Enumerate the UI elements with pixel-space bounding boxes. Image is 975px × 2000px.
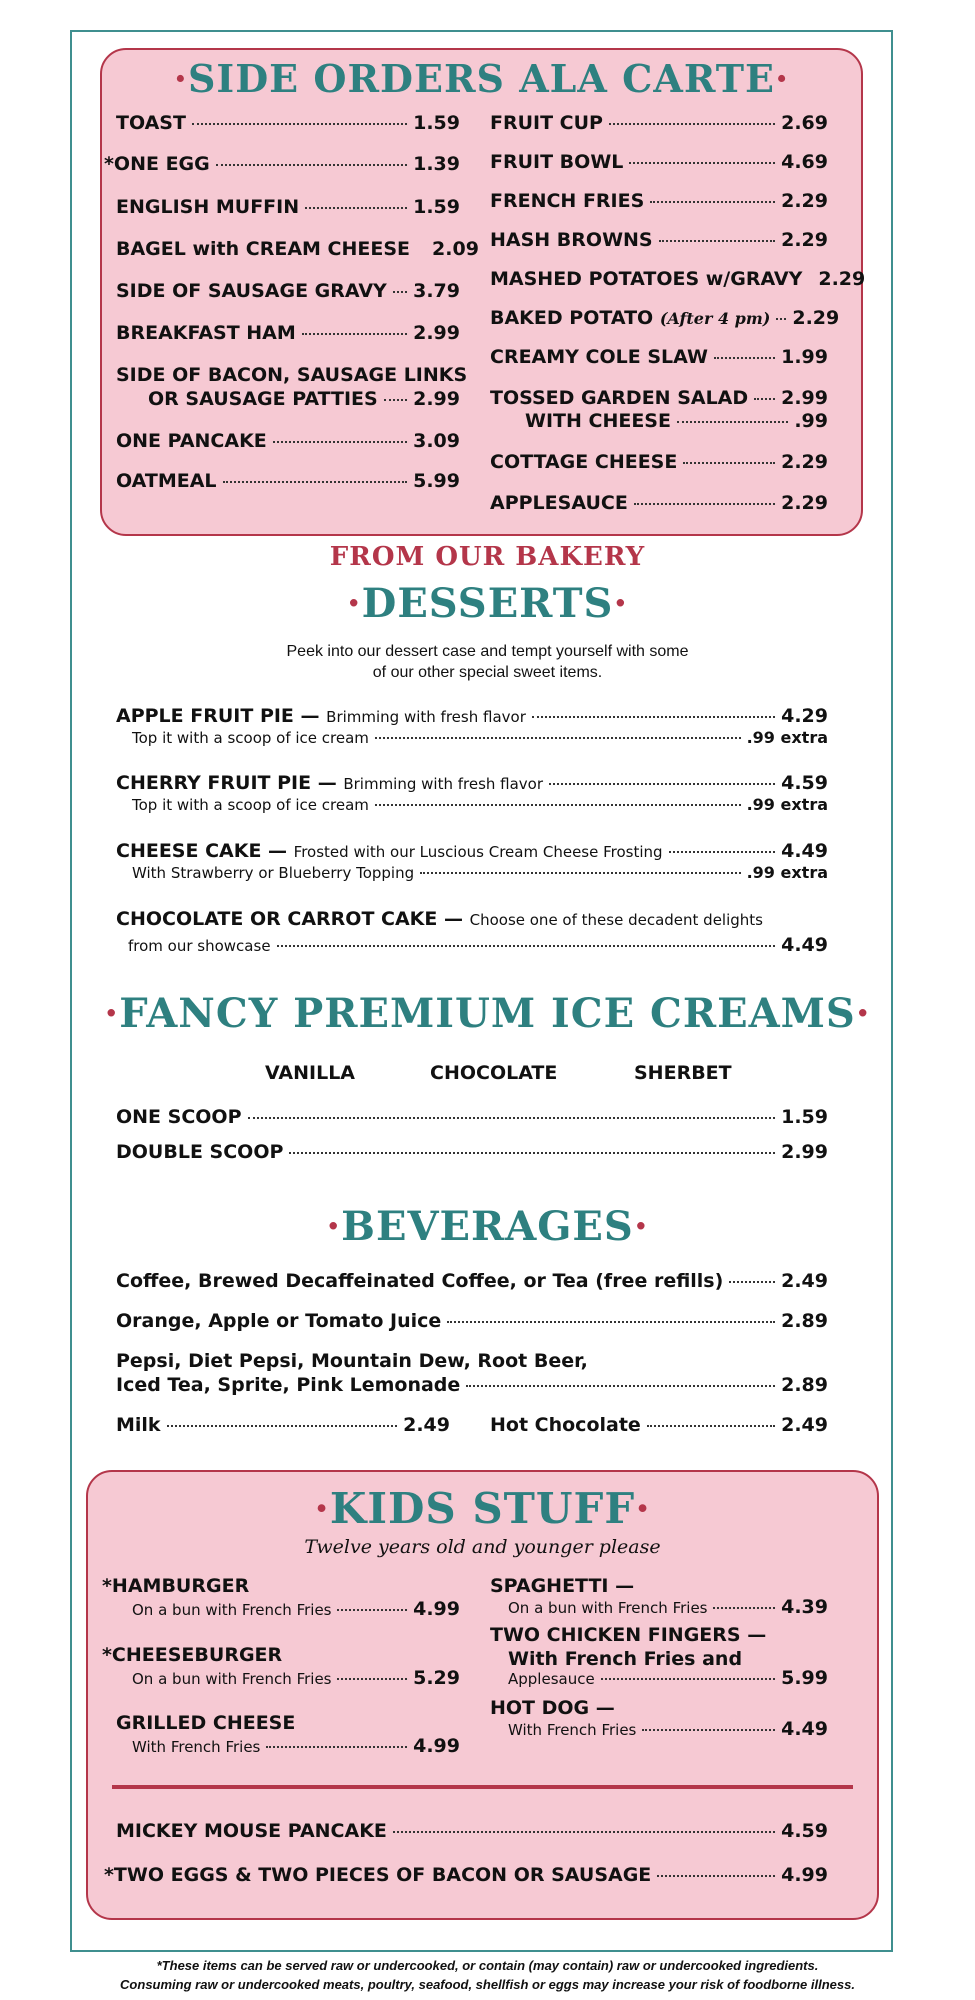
- dessert-cheese-cake: CHEESE CAKE — Frosted with our Luscious Cream Cheese Frosting 4.49: [116, 840, 828, 862]
- kids-grilled-cheese-desc: With French Fries 4.99: [132, 1735, 460, 1757]
- beverage-soda: Iced Tea, Sprite, Pink Lemonade 2.89: [116, 1374, 828, 1396]
- footnote-line-2: Consuming raw or undercooked meats, poultry, seafood, shellfish or eggs may increase your risk of foodborne illness.: [120, 1977, 855, 1992]
- beverage-milk: Milk 2.49: [116, 1414, 450, 1436]
- kids-hamburger-desc: On a bun with French Fries 4.99: [132, 1598, 460, 1620]
- flavor-chocolate: CHOCOLATE: [430, 1062, 558, 1084]
- menu-item-english-muffin: ENGLISH MUFFIN 1.59: [116, 196, 460, 218]
- ice-cream-title: ·FANCY PREMIUM ICE CREAMS·: [104, 990, 871, 1037]
- menu-item-hash-browns: HASH BROWNS 2.29: [490, 229, 828, 251]
- kids-divider: [112, 1785, 853, 1789]
- kids-hamburger: *HAMBURGER: [102, 1575, 250, 1597]
- beverages-title: ·BEVERAGES·: [326, 1203, 649, 1250]
- kids-chicken-fingers: TWO CHICKEN FINGERS —: [490, 1624, 767, 1646]
- footnote-line-1: *These items can be served raw or undercooked, or contain (may contain) raw or undercooked ingredients.: [156, 1958, 819, 1973]
- menu-item-oatmeal: OATMEAL 5.99: [116, 470, 460, 492]
- ice-cream-double-scoop: DOUBLE SCOOP 2.99: [116, 1141, 828, 1163]
- menu-item-bagel: BAGEL with CREAM CHEESE 2.09: [116, 238, 479, 260]
- menu-item-baked-potato: BAKED POTATO (After 4 pm) 2.29: [490, 307, 840, 329]
- flavor-sherbet: SHERBET: [634, 1062, 732, 1084]
- menu-item-toast: TOAST 1.59: [116, 112, 460, 134]
- menu-item-fruit-bowl: FRUIT BOWL 4.69: [490, 151, 828, 173]
- beverage-juice: Orange, Apple or Tomato Juice 2.89: [116, 1310, 828, 1332]
- kids-subtitle: Twelve years old and younger please: [304, 1536, 661, 1558]
- dessert-chocolate-carrot-cake: CHOCOLATE OR CARROT CAKE — Choose one of these decadent delights: [116, 908, 763, 930]
- desserts-intro-2: of our other special sweet items.: [372, 664, 603, 681]
- menu-item-bacon-line1: SIDE OF BACON, SAUSAGE LINKS: [116, 364, 468, 386]
- kids-spaghetti: SPAGHETTI —: [490, 1575, 635, 1597]
- menu-item-cole-slaw: CREAMY COLE SLAW 1.99: [490, 346, 828, 368]
- menu-item-french-fries: FRENCH FRIES 2.29: [490, 190, 828, 212]
- menu-item-bacon-patties: OR SAUSAGE PATTIES 2.99: [148, 388, 460, 410]
- bakery-heading: FROM OUR BAKERY: [329, 542, 646, 572]
- menu-item-one-egg: *ONE EGG 1.39: [104, 153, 460, 175]
- side-orders-title: ·SIDE ORDERS ALA CARTE·: [173, 56, 790, 101]
- kids-title: ·KIDS STUFF·: [314, 1484, 651, 1533]
- menu-item-fruit-cup: FRUIT CUP 2.69: [490, 112, 828, 134]
- beverage-hot-chocolate: Hot Chocolate 2.49: [490, 1414, 828, 1436]
- dessert-apple-pie: APPLE FRUIT PIE — Brimming with fresh flavor 4.29: [116, 705, 828, 727]
- dessert-cheese-cake-extra: With Strawberry or Blueberry Topping .99 extra: [132, 863, 828, 882]
- desserts-intro-1: Peek into our dessert case and tempt yourself with some: [286, 643, 689, 660]
- flavor-vanilla: VANILLA: [265, 1062, 356, 1084]
- ice-cream-one-scoop: ONE SCOOP 1.59: [116, 1106, 828, 1128]
- kids-cheeseburger-desc: On a bun with French Fries 5.29: [132, 1667, 460, 1689]
- menu-item-one-pancake: ONE PANCAKE 3.09: [116, 430, 460, 452]
- kids-mickey-pancake: MICKEY MOUSE PANCAKE 4.59: [116, 1820, 828, 1842]
- kids-hot-dog: HOT DOG —: [490, 1697, 615, 1719]
- menu-item-cottage-cheese: COTTAGE CHEESE 2.29: [490, 451, 828, 473]
- kids-grilled-cheese: GRILLED CHEESE: [116, 1712, 296, 1734]
- beverage-soda-line1: Pepsi, Diet Pepsi, Mountain Dew, Root Beer,: [116, 1350, 588, 1372]
- menu-item-garden-salad: TOSSED GARDEN SALAD 2.99: [490, 387, 828, 409]
- kids-chicken-fingers-desc1: With French Fries and: [508, 1648, 743, 1670]
- kids-cheeseburger: *CHEESEBURGER: [102, 1644, 283, 1666]
- kids-chicken-fingers-desc: Applesauce 5.99: [508, 1667, 828, 1689]
- menu-item-mashed-potatoes: MASHED POTATOES w/GRAVY 2.29: [490, 268, 866, 290]
- kids-hot-dog-desc: With French Fries 4.49: [508, 1718, 828, 1740]
- kids-panel: [86, 1470, 879, 1920]
- menu-item-sausage-gravy: SIDE OF SAUSAGE GRAVY 3.79: [116, 280, 460, 302]
- menu-item-breakfast-ham: BREAKFAST HAM 2.99: [116, 322, 460, 344]
- menu-item-applesauce: APPLESAUCE 2.29: [490, 492, 828, 514]
- kids-eggs-bacon: *TWO EGGS & TWO PIECES OF BACON OR SAUSAGE 4.99: [104, 1864, 828, 1886]
- menu-item-with-cheese: WITH CHEESE .99: [525, 410, 828, 432]
- dessert-showcase: from our showcase 4.49: [128, 934, 828, 956]
- dessert-cherry-pie-extra: Top it with a scoop of ice cream .99 extra: [132, 795, 828, 814]
- dessert-apple-pie-extra: Top it with a scoop of ice cream .99 extra: [132, 728, 828, 747]
- dessert-cherry-pie: CHERRY FRUIT PIE — Brimming with fresh flavor 4.59: [116, 772, 828, 794]
- kids-spaghetti-desc: On a bun with French Fries 4.39: [508, 1596, 828, 1618]
- beverage-coffee: Coffee, Brewed Decaffeinated Coffee, or Tea (free refills) 2.49: [116, 1270, 828, 1292]
- desserts-title: ·DESSERTS·: [346, 580, 629, 627]
